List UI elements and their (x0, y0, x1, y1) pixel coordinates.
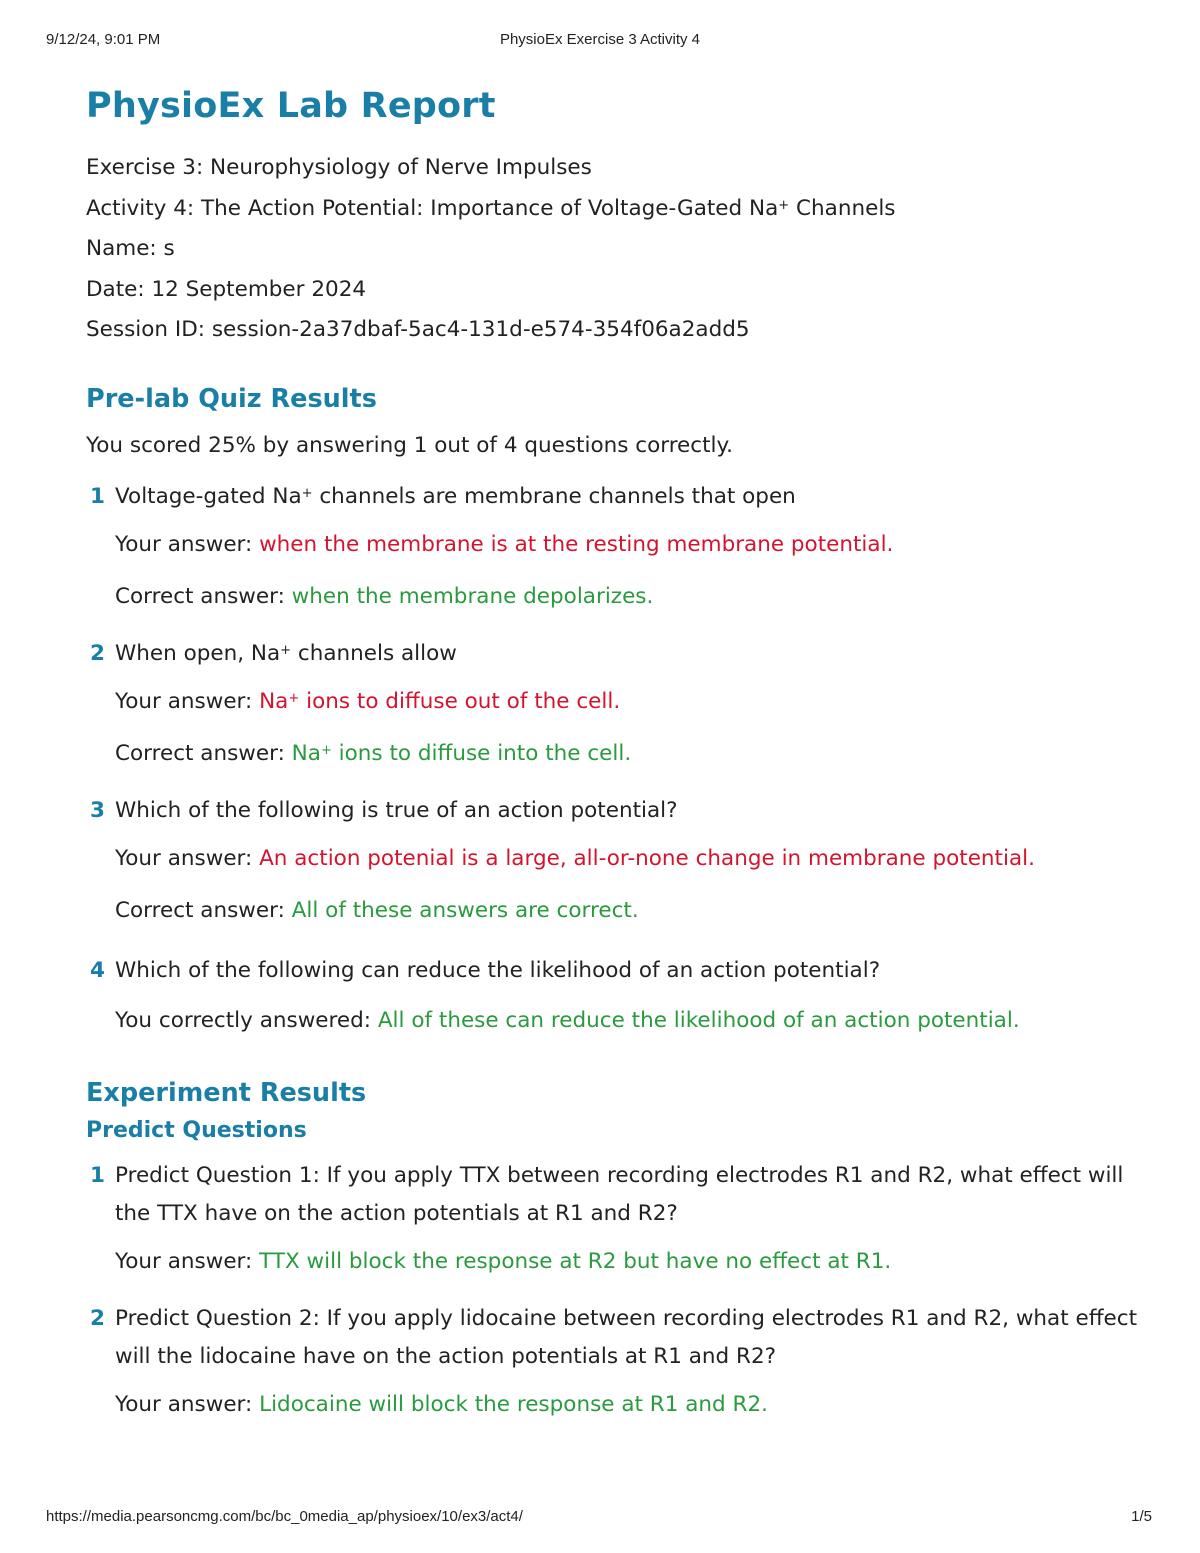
quiz-score: You scored 25% by answering 1 out of 4 questions correctly. (86, 432, 734, 458)
print-page-title: PhysioEx Exercise 3 Activity 4 (499, 31, 701, 48)
your-answer-label: Your answer: (115, 845, 260, 871)
predict-question-2 (86, 1300, 1150, 1420)
report-title: PhysioEx Lab Report (86, 86, 496, 126)
your-answer-label: Your answer: (115, 1391, 260, 1417)
answer-text-part: Na (259, 688, 289, 714)
report-meta (86, 148, 1150, 351)
question-text-part: Voltage-gated Na (115, 483, 302, 509)
date-line: Date: 12 September 2024 (86, 276, 367, 302)
question-text (115, 635, 1150, 673)
superscript-plus: + (778, 197, 790, 213)
name-line: Name: s (86, 236, 175, 261)
question-number: 1 (90, 483, 105, 509)
your-answer-label: Your answer: (115, 531, 260, 557)
your-answer-label: Your answer: (115, 1248, 260, 1274)
your-answer-row (115, 530, 1150, 560)
question-text-part: channels allow (291, 640, 457, 666)
your-answer: Lidocaine will block the response at R1 and R2. (259, 1391, 768, 1417)
superscript-plus: + (288, 690, 300, 706)
question-text-part: When open, Na (115, 640, 281, 666)
your-answer: TTX will block the response at R2 but have no effect at R1. (259, 1248, 892, 1274)
answer-text-part: ions to diffuse out of the cell. (299, 688, 621, 714)
correct-answer-row (115, 739, 1150, 769)
correct-answer (292, 741, 632, 766)
question-text-part: channels are membrane channels that open (312, 483, 796, 509)
question-number: 1 (90, 1162, 105, 1188)
correctly-answered-label: You correctly answered: (115, 1007, 378, 1033)
quiz-question-2 (86, 635, 1150, 769)
correct-answer: when the membrane depolarizes. (291, 583, 654, 609)
page-number: 1/5 (1131, 1508, 1152, 1525)
answer-text-part: ions to diffuse into the cell. (331, 740, 632, 766)
your-answer-label: Your answer: (115, 688, 260, 714)
your-answer-wrong: when the membrane is at the resting membrane potential. (259, 531, 894, 557)
print-date: 9/12/24, 9:01 PM (46, 31, 161, 48)
experiment-heading: Experiment Results (86, 1077, 367, 1108)
correct-answer-row (115, 896, 1150, 926)
answer-text-part: Na (291, 740, 321, 766)
correct-answer-label: Correct answer: (115, 897, 292, 923)
session-line: Session ID: session-2a37dbaf-5ac4-131d-e574-354f06a2add5 (86, 317, 750, 342)
correct-answer-label: Correct answer: (115, 740, 292, 766)
correctly-answered-row (115, 1006, 1150, 1036)
question-text (115, 478, 1150, 516)
question-number: 2 (90, 640, 105, 666)
superscript-plus: + (320, 742, 332, 758)
predict-questions-heading: Predict Questions (86, 1117, 307, 1143)
lab-report (86, 84, 1150, 1420)
activity-text: Activity 4: The Action Potential: Importance of Voltage-Gated Na (86, 195, 779, 221)
superscript-plus: + (280, 642, 292, 658)
your-answer-row (115, 687, 1150, 717)
your-answer-row (115, 1390, 1150, 1420)
question-text: Predict Question 2: If you apply lidocaine between recording electrodes R1 and R2, what effect will the lidocaine have on the action potentials at R1 and R2? (115, 1305, 1137, 1369)
question-number: 2 (90, 1305, 105, 1331)
question-number: 3 (90, 797, 105, 823)
your-answer-wrong: An action potenial is a large, all-or-none change in membrane potential. (259, 845, 1035, 871)
your-answer-wrong (259, 689, 620, 714)
your-answer-row (115, 844, 1150, 874)
question-text: Which of the following is true of an action potential? (115, 797, 678, 823)
correct-answer-label: Correct answer: (115, 583, 292, 609)
quiz-question-4 (86, 952, 1150, 1036)
question-text: Which of the following can reduce the likelihood of an action potential? (115, 957, 881, 983)
activity-line (86, 189, 1150, 230)
question-text: Predict Question 1: If you apply TTX between recording electrodes R1 and R2, what effect will the TTX have on the action potentials at R1 and R2? (115, 1162, 1124, 1226)
correct-answer: All of these answers are correct. (291, 897, 639, 923)
quiz-question-1 (86, 478, 1150, 612)
correct-answer-row (115, 582, 1150, 612)
activity-suffix: Channels (789, 195, 896, 221)
page-url: https://media.pearsoncmg.com/bc/bc_0media_ap/physioex/10/ex3/act4/ (46, 1508, 523, 1525)
quiz-question-3 (86, 792, 1150, 926)
predict-question-1 (86, 1157, 1150, 1277)
question-number: 4 (90, 957, 105, 983)
correct-answer: All of these can reduce the likelihood of an action potential. (377, 1007, 1020, 1033)
your-answer-row (115, 1247, 1150, 1277)
exercise-line: Exercise 3: Neurophysiology of Nerve Impulses (86, 155, 592, 180)
superscript-plus: + (301, 485, 313, 501)
prelab-heading: Pre-lab Quiz Results (86, 383, 377, 414)
